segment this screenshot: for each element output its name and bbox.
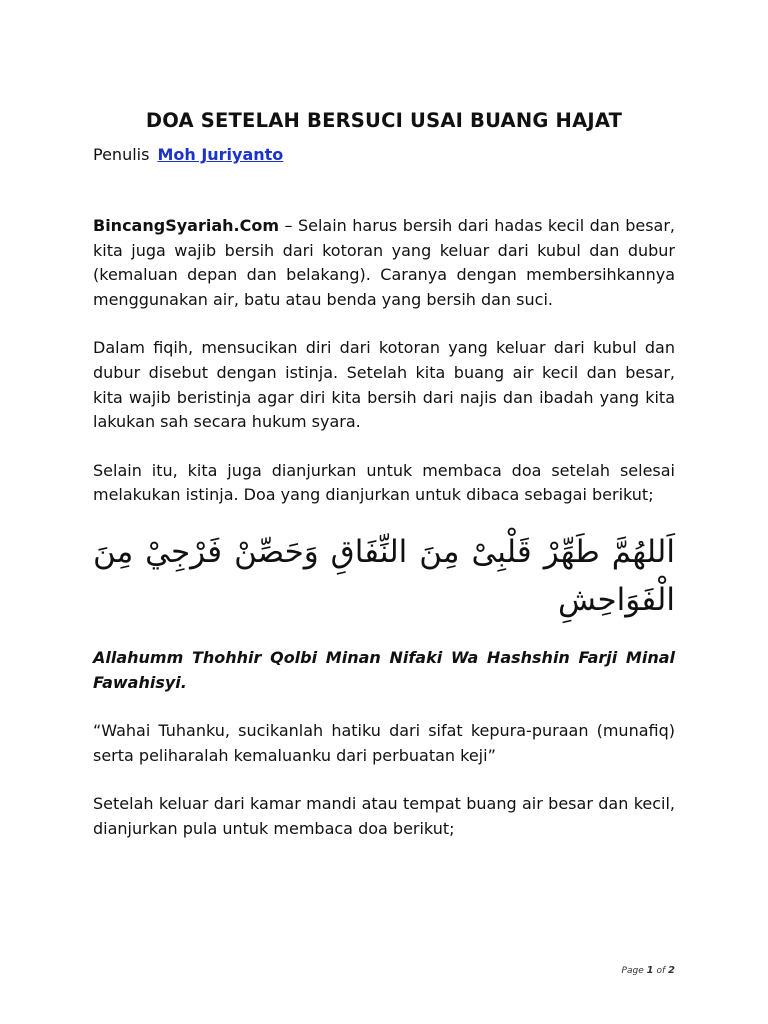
page-number: Page 1 of 2: [621, 965, 675, 976]
paragraph-intro: [93, 214, 675, 312]
author-link[interactable]: Moh Juriyanto: [157, 145, 284, 164]
prayer-transliteration: Allahumm Thohhir Qolbi Minan Nifaki Wa Hashshin Farji Minal Fawahisyi.: [93, 647, 675, 692]
paragraph-intro-text: – Selain harus bersih dari hadas kecil dan besar, kita juga wajib bersih dari kotoran yang keluar dari kubul dan dubur (kemaluan depan dan belakang). Caranya dengan membersihkannya menggunakan air, batu atau benda yang bersih dan suci.: [93, 216, 675, 309]
paragraph-closing: Setelah keluar dari kamar mandi atau tempat buang air besar dan kecil, dianjurkan pula untuk membaca doa berikut;: [93, 794, 675, 838]
site-name: BincangSyariah.Com: [93, 216, 279, 235]
byline: [93, 144, 675, 166]
prayer-translation: “Wahai Tuhanku, sucikanlah hatiku dari sifat kepura-puraan (munafiq) serta peliharalah kemaluanku dari perbuatan keji”: [93, 721, 675, 765]
byline-label: Penulis: [93, 145, 150, 164]
arabic-prayer: اَللهُمَّ طَهِّرْ قَلْبِىْ مِنَ النِّفَاقِ وَحَصِّنْ فَرْجِيْ مِنَ الْفَوَاحِشِ: [93, 533, 675, 618]
document-page: [93, 108, 675, 842]
document-title: DOA SETELAH BERSUCI USAI BUANG HAJAT: [145, 109, 623, 132]
paragraph-fiqih: Dalam fiqih, mensucikan diri dari kotoran yang keluar dari kubul dan dubur disebut dengan istinja. Setelah kita buang air kecil dan besar, kita wajib beristinja agar diri kita bersih dari najis dan ibadah yang kita lakukan sah secara hukum syara.: [93, 338, 675, 432]
paragraph-doa-intro: Selain itu, kita juga dianjurkan untuk membaca doa setelah selesai melakukan istinja. Doa yang dianjurkan untuk dibaca sebagai berikut;: [93, 460, 675, 505]
